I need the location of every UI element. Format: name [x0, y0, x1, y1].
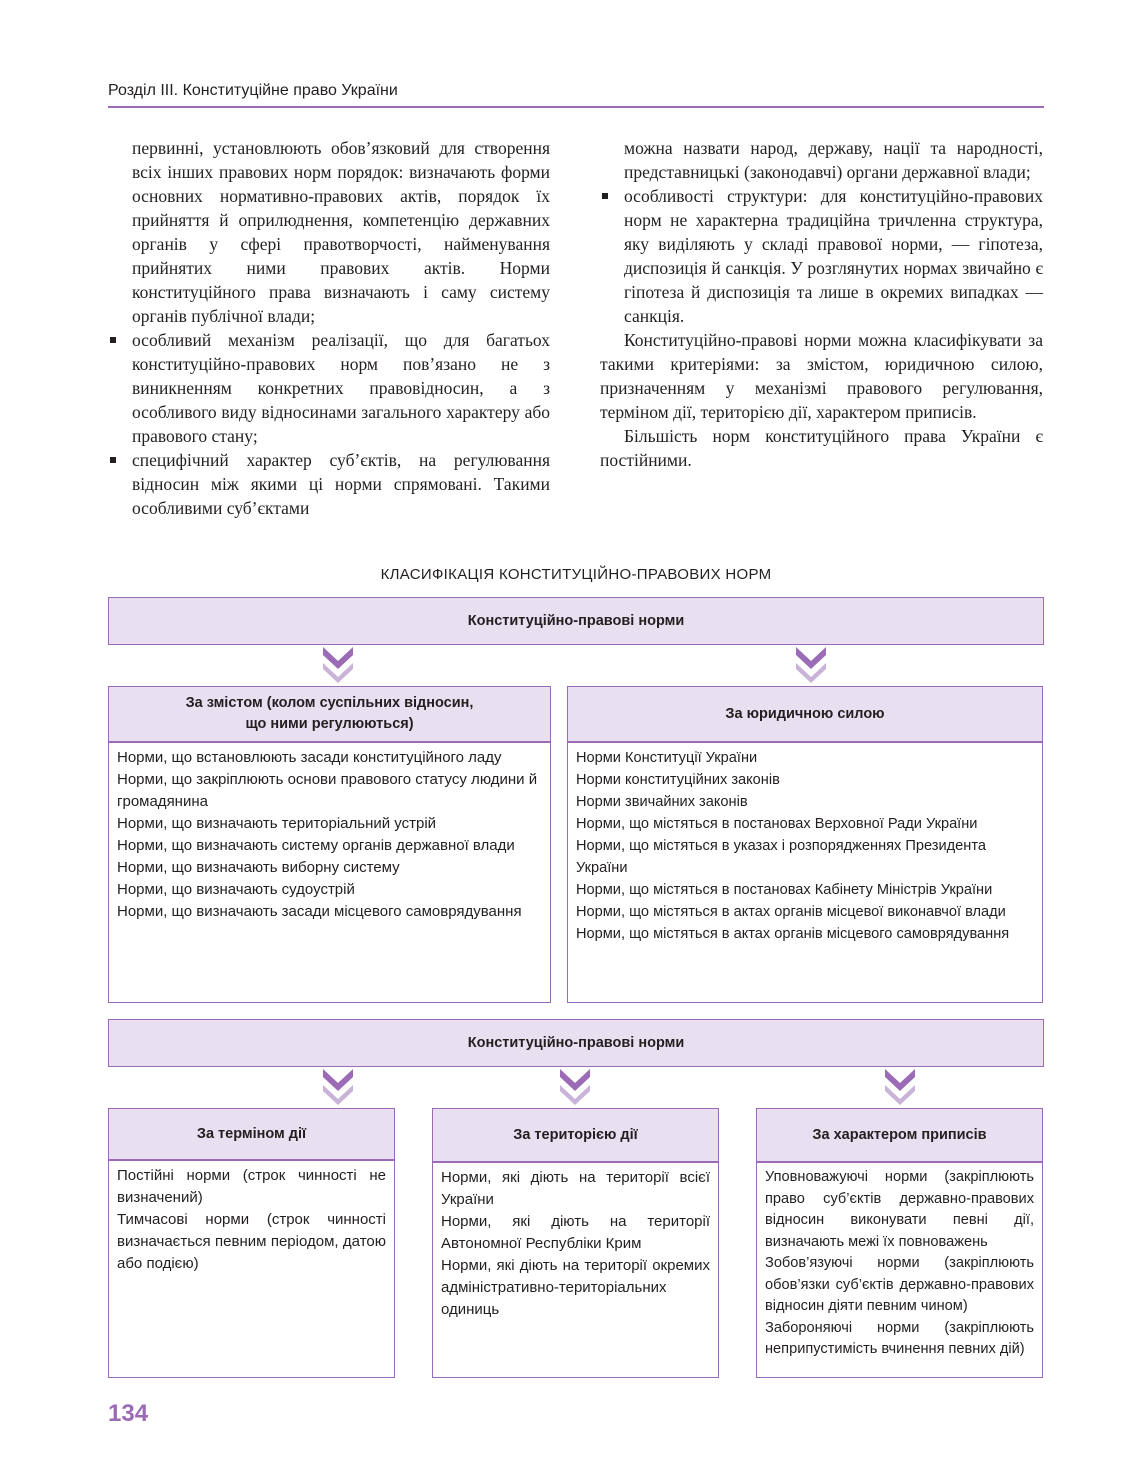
bullet-mechanism — [108, 328, 550, 448]
bottom-root-box: Конституційно-правові норми — [108, 1019, 1044, 1067]
list-item: Норми, що визначають виборну систему — [117, 859, 400, 876]
territory-criterion-head: За територією дії — [432, 1108, 719, 1162]
list-item: Тимчасові норми (строк чинності визначається певним періодом, датою або подією) — [117, 1211, 386, 1272]
list-item: Норми, що містяться в постановах Кабінету Міністрів України — [576, 882, 993, 898]
header-divider — [108, 106, 1044, 108]
legal-force-head: За юридичною силою — [567, 686, 1043, 742]
arrow-down-icon — [558, 1065, 592, 1109]
right-continuation-paragraph: можна назвати народ, державу, нації та народності, представницькі (законодавчі) органи державної влади; — [624, 138, 1043, 182]
list-item: Норми, які діють на території всієї України — [441, 1169, 710, 1208]
list-item: Норми конституційних законів — [576, 772, 780, 788]
list-item: Зобов’язуючі норми (закріплюють обов’язки суб’єктів державно-правових відносин діяти певним чином) — [765, 1255, 1034, 1314]
list-item: Норми, що визначають територіальний устрій — [117, 815, 437, 832]
bullet-subjects-text: специфічний характер суб’єктів, на регулювання відносин між якими ці норми спрямовані. Такими особливими суб’єктами — [132, 450, 550, 518]
bullet-square-icon — [602, 193, 608, 199]
list-item: Норми, що визначають систему органів державної влади — [117, 837, 515, 854]
content-criterion-list — [108, 742, 551, 1003]
diagram-title: КЛАСИФІКАЦІЯ КОНСТИТУЦІЙНО-ПРАВОВИХ НОРМ — [380, 566, 772, 583]
list-item: Норми, що визначають засади місцевого самоврядування — [117, 903, 522, 920]
list-item: Норми Конституції України — [576, 750, 758, 766]
list-item: Норми, які діють на території Автономної Республіки Крим — [441, 1213, 710, 1252]
arrow-down-icon — [321, 1065, 355, 1109]
left-text-column — [108, 136, 550, 520]
right-text-column — [600, 136, 1043, 472]
list-item: Норми звичайних законів — [576, 794, 748, 810]
list-item: Уповноважуючі норми (закріплюють право суб’єктів державно-правових відносин виконувати певні дії, визначають межі їх повноважень — [765, 1169, 1034, 1250]
term-criterion-head: За терміном дії — [108, 1108, 395, 1160]
nature-criterion-list — [756, 1162, 1043, 1378]
legal-force-list — [567, 742, 1043, 1003]
content-head-line-2: що ними регулюються) — [245, 716, 414, 732]
classification-paragraph: Конституційно-правові норми можна класифікувати за такими критеріями: за змістом, юридичною силою, призначенням у механізмі правового регулювання, терміном дії, територією дії, характером приписів. — [600, 330, 1043, 422]
list-item: Норми, що містяться в указах і розпорядженнях Президента України — [576, 838, 986, 876]
list-item: Забороняючі норми (закріплюють неприпустимість вчинення певних дій) — [765, 1319, 1034, 1357]
list-item: Норми, які діють на території окремих адміністративно-територіальних одиниць — [441, 1257, 710, 1318]
list-item: Норми, що містяться в постановах Верховної Ради України — [576, 816, 978, 832]
top-root-box: Конституційно-правові норми — [108, 597, 1044, 645]
content-criterion-head — [108, 686, 551, 742]
list-item: Норми, що містяться в актах органів місцевої виконавчої влади — [576, 904, 1006, 920]
page-number: 134 — [108, 1400, 149, 1427]
territory-criterion-list — [432, 1162, 719, 1378]
list-item: Норми, що містяться в актах органів місцевого самоврядування — [576, 926, 1010, 942]
arrow-down-icon — [321, 643, 355, 687]
list-item: Норми, що визначають судоустрій — [117, 881, 355, 898]
arrow-down-icon — [883, 1065, 917, 1109]
term-criterion-list — [108, 1160, 395, 1378]
bullet-structure-text: особливості структури: для конституційно-правових норм не характерна традиційна тричленна структура, яку виділяють у складі правової норми, — гіпотеза, диспозиція й санкція. У розглянутих нормах звичайно є гіпотеза й диспозиція та лише в окремих випадках — санкція. — [624, 186, 1043, 326]
arrow-down-icon — [794, 643, 828, 687]
list-item: Норми, що закріплюють основи правового статусу людини й громадянина — [117, 771, 538, 810]
list-item: Норми, що встановлюють засади конституційного ладу — [117, 749, 502, 766]
bullet-subjects — [108, 448, 550, 520]
list-item: Постійні норми (строк чинності не визначений) — [117, 1167, 386, 1206]
nature-criterion-head: За характером приписів — [756, 1108, 1043, 1162]
left-intro-paragraph: первинні, установлюють обов’язковий для створення всіх інших правових норм порядок: визначають форми основних нормативно-правових актів, порядок їх прийняття й оприлюднення, компетенцію державних органів у сфері правотворчості, найменування прийнятих ними правових актів. Норми конституційного права визначають і саму систему органів публічної влади; — [132, 138, 550, 326]
content-head-line-1: За змістом (колом суспільних відносин, — [185, 695, 474, 711]
bullet-mechanism-text: особливий механізм реалізації, що для багатьох конституційно-правових норм пов’язано не з виникненням конкретних правовідносин, а з особливого виду відносинами загального характеру або правового стану; — [132, 330, 550, 446]
section-header: Розділ ІІІ. Конституційне право України — [108, 82, 398, 99]
bullet-structure — [600, 184, 1043, 328]
bullet-square-icon — [110, 337, 116, 343]
bullet-square-icon — [110, 457, 116, 463]
permanence-paragraph: Більшість норм конституційного права України є постійними. — [600, 426, 1043, 470]
